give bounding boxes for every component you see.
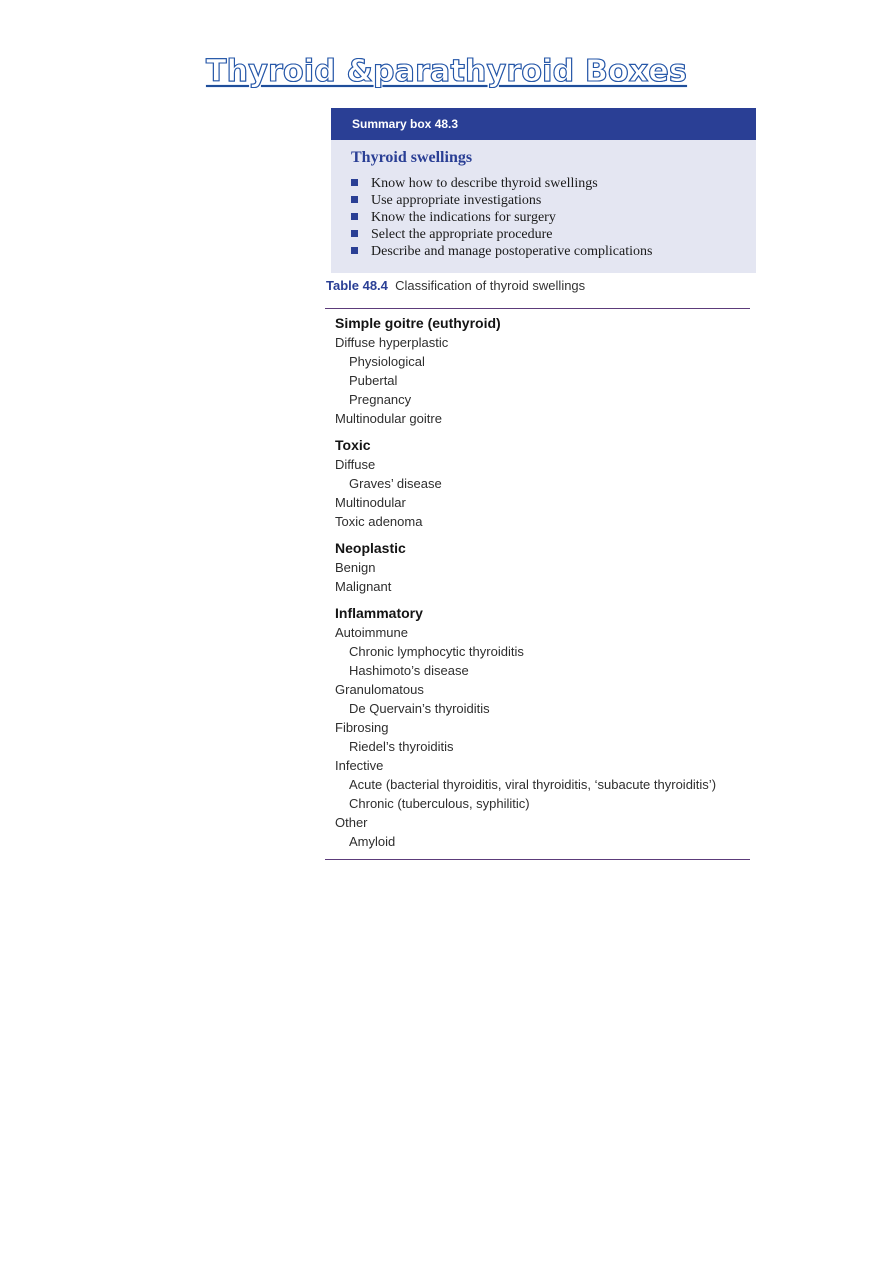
- summary-list-item: [351, 192, 756, 209]
- summary-list-item: [351, 175, 756, 192]
- table-section: [335, 314, 755, 428]
- table-bottom-rule: [325, 859, 750, 860]
- table-top-rule: [325, 308, 750, 309]
- square-bullet-icon: [351, 196, 358, 203]
- table-section-title: Inflammatory: [335, 605, 423, 621]
- table-row: Chronic lymphocytic thyroiditis: [349, 644, 524, 659]
- table-row: Graves’ disease: [349, 476, 442, 491]
- table-row: Chronic (tuberculous, syphilitic): [349, 796, 530, 811]
- summary-list-item: [351, 243, 756, 260]
- table-row: Multinodular goitre: [335, 411, 442, 426]
- table-section-title: Simple goitre (euthyroid): [335, 315, 501, 331]
- table-row: Multinodular: [335, 495, 406, 510]
- summary-list-item-text: Use appropriate investigations: [371, 193, 542, 208]
- table-section-title: Toxic: [335, 437, 371, 453]
- summary-list-item: [351, 226, 756, 243]
- summary-box: [331, 108, 756, 273]
- table-row: Malignant: [335, 579, 392, 594]
- square-bullet-icon: [351, 213, 358, 220]
- table-row: Benign: [335, 560, 376, 575]
- table-row: Riedel’s thyroiditis: [349, 739, 454, 754]
- table-row: Infective: [335, 758, 384, 773]
- table-row: Other: [335, 815, 368, 830]
- table-row: Pregnancy: [349, 392, 412, 407]
- table-row: Toxic adenoma: [335, 514, 423, 529]
- table-row: Autoimmune: [335, 625, 408, 640]
- table-row: Granulomatous: [335, 682, 424, 697]
- summary-list-item-text: Describe and manage postoperative complications: [371, 244, 653, 259]
- table-caption-text: Classification of thyroid swellings: [395, 278, 586, 293]
- classification-table: [335, 314, 755, 859]
- table-section-title: Neoplastic: [335, 540, 406, 556]
- summary-list-item: [351, 209, 756, 226]
- table-row: Diffuse hyperplastic: [335, 335, 449, 350]
- table-row: Amyloid: [349, 834, 396, 849]
- table-row: Acute (bacterial thyroiditis, viral thyroiditis, ‘subacute thyroiditis’): [349, 777, 717, 792]
- summary-list: [331, 175, 756, 260]
- table-section: [335, 436, 755, 531]
- table-row: Hashimoto’s disease: [349, 663, 469, 678]
- table-caption: [326, 277, 585, 295]
- summary-list-item-text: Know the indications for surgery: [371, 210, 556, 225]
- table-label: Table 48.4: [326, 278, 388, 293]
- table-row: Fibrosing: [335, 720, 389, 735]
- summary-list-item-text: Know how to describe thyroid swellings: [371, 176, 598, 191]
- page-title: Thyroid &parathyroid Boxes: [206, 54, 687, 89]
- table-row: Diffuse: [335, 457, 376, 472]
- table-section: [335, 604, 755, 851]
- summary-box-label: Summary box 48.3: [331, 108, 756, 140]
- summary-box-heading: Thyroid swellings: [351, 149, 473, 166]
- square-bullet-icon: [351, 247, 358, 254]
- table-row: Pubertal: [349, 373, 398, 388]
- square-bullet-icon: [351, 179, 358, 186]
- table-section: [335, 539, 755, 596]
- summary-list-item-text: Select the appropriate procedure: [371, 227, 553, 242]
- table-row: De Quervain’s thyroiditis: [349, 701, 490, 716]
- table-row: Physiological: [349, 354, 425, 369]
- square-bullet-icon: [351, 230, 358, 237]
